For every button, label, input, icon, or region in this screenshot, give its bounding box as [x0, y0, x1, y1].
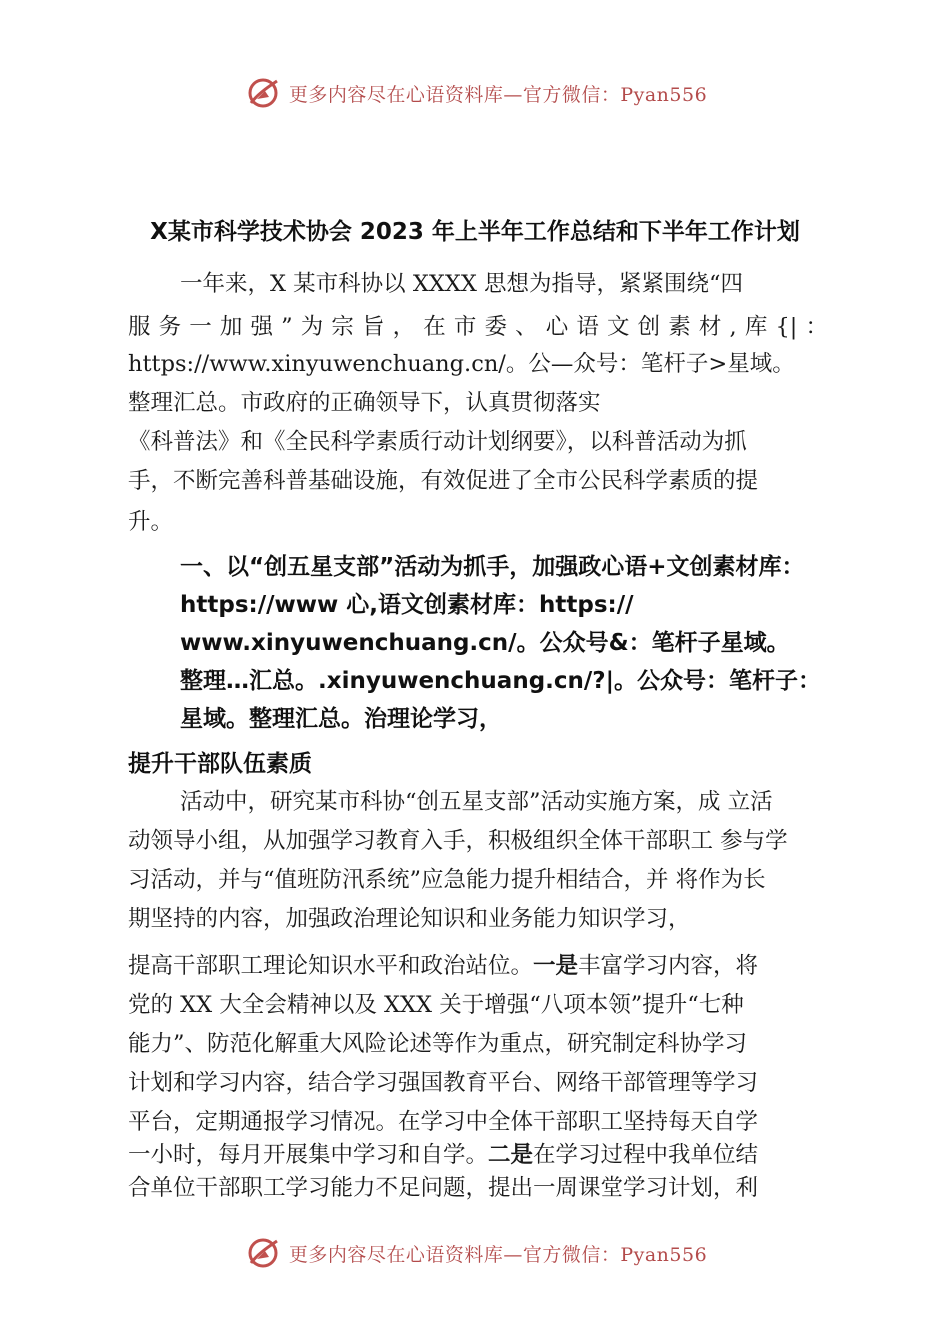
body2-line-4: 计划和学习内容，结合学习强国教育平台、网络干部管理等学习 — [128, 1070, 759, 1096]
body1-line-2: 动领导小组，从加强学习教育入手，积极组织全体干部职工 参与学 — [128, 828, 788, 854]
watermark-banner-top — [0, 71, 950, 115]
body1-line-1: 活动中，研究某市科协“创五星支部”活动实施方案，成 立活 — [180, 789, 773, 815]
intro-line-3: https://www.xinyuwenchuang.cn/。公—众号：笔杆子>星域。 — [128, 351, 795, 377]
body1-line-4: 期坚持的内容，加强政治理论知识和业务能力知识学习， — [128, 906, 691, 932]
body2-line-2: 党的 XX 大全会精神以及 XXX 关于增强“八项本领”提升“七种 — [128, 992, 744, 1018]
body2-line-7: 合单位干部职工学习能力不足问题，提出一周课堂学习计划，利 — [128, 1175, 759, 1201]
watermark-logo-icon — [243, 73, 283, 113]
body2-line-3: 能力”、防范化解重大风险论述等作为重点，研究制定科协学习 — [128, 1031, 748, 1057]
heading1-line-1: 一、以“创五星支部”活动为抓手，加强政心语+文创素材库： — [180, 554, 805, 580]
heading1-line-2: https://www 心,语文创素材库：https:// — [180, 592, 634, 618]
watermark-text: 更多内容尽在心语资料库—官方微信：Pyan556 — [288, 83, 708, 106]
document-title: X某市科学技术协会 2023 年上半年工作总结和下半年工作计划 — [150, 219, 800, 245]
intro-line-5: 《科普法》和《全民科学素质行动计划纲要》，以科普活动为抓 — [128, 429, 747, 455]
point-two-label: 二是 — [488, 1142, 534, 1168]
body2-line-6 — [128, 1137, 758, 1169]
heading1-line-5: 星域。整理汇总。治理论学习， — [180, 706, 502, 732]
body1-line-3: 习活动，并与“值班防汛系统”应急能力提升相结合，并 将作为长 — [128, 867, 766, 893]
body2-line-1-text: 提高干部职工理论知识水平和政治站位。 — [128, 953, 534, 979]
intro-line-4: 整理汇总。市政府的正确领导下，认真贯彻落实 — [128, 390, 601, 416]
watermark-logo-icon — [243, 1233, 283, 1273]
intro-line-7: 升。 — [128, 509, 174, 535]
body2-line-1 — [128, 948, 758, 980]
body2-line-5: 平台，定期通报学习情况。在学习中全体干部职工坚持每天自学 — [128, 1109, 759, 1135]
point-one-label: 一是 — [533, 953, 579, 979]
body2-line-6-text: 一小时，每月开展集中学习和自学。 — [128, 1142, 489, 1168]
watermark-banner-bottom — [0, 1231, 950, 1275]
intro-line-6: 手，不断完善科普基础设施，有效促进了全市公民科学素质的提 — [128, 468, 759, 494]
body2-line-1-tail: 丰富学习内容，将 — [578, 953, 759, 979]
watermark-text: 更多内容尽在心语资料库—官方微信：Pyan556 — [288, 1243, 708, 1266]
heading1-line-4: 整理…汇总。.xinyuwenchuang.cn/?|。公众号：笔杆子： — [180, 668, 822, 694]
intro-line-2: 服务一加强”为宗旨，在市委、心语文创素材,库{|： — [128, 314, 828, 340]
heading1-line-6: 提升干部队伍素质 — [128, 751, 312, 777]
intro-line-1: 一年来，X 某市科协以 XXXX 思想为指导，紧紧围绕“四 — [180, 271, 744, 297]
body2-line-6-tail: 在学习过程中我单位结 — [533, 1142, 759, 1168]
heading1-line-3: www.xinyuwenchuang.cn/。公众号&：笔杆子星域。 — [180, 630, 790, 656]
